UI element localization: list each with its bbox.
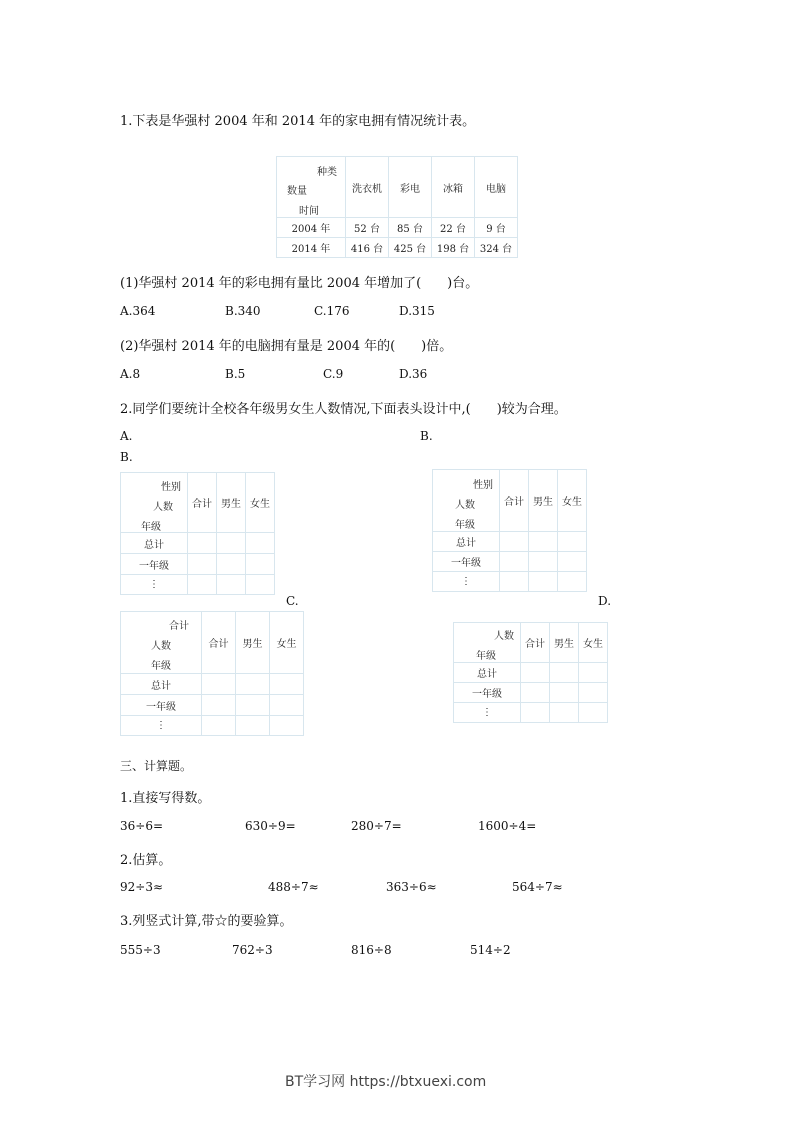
diag-header-cell (121, 612, 202, 674)
estimate-item: 92÷3≈ (120, 880, 164, 894)
division-item: 555÷3 (120, 943, 161, 957)
row-label: 2014 年 (277, 238, 346, 258)
row-label: 总计 (433, 532, 500, 552)
table-cell: 416 台 (346, 238, 389, 258)
row-label: 2004 年 (277, 218, 346, 238)
row-label: 总计 (454, 663, 521, 683)
row-label: ⋮ (454, 703, 521, 723)
row-label: ⋮ (121, 575, 188, 595)
col-header: 男生 (550, 623, 579, 663)
col-header: 合计 (521, 623, 550, 663)
col-header: 合计 (188, 473, 217, 533)
table-cell: 52 台 (346, 218, 389, 238)
table-row (277, 238, 518, 258)
col-header: 男生 (236, 612, 270, 674)
q1-title: 1.下表是华强村 2004 年和 2014 年的家电拥有情况统计表。 (120, 114, 476, 129)
table-cell: 85 台 (389, 218, 432, 238)
option-label-b-left: B. (120, 450, 133, 464)
col-header: 女生 (246, 473, 275, 533)
option-d: D.315 (399, 304, 435, 318)
diag-header-cell (454, 623, 521, 663)
problem-1-title: 1.直接写得数。 (120, 791, 211, 806)
col-header: 洗衣机 (346, 157, 389, 218)
table-row (121, 674, 304, 695)
header-design-table-d (453, 622, 608, 723)
col-header: 冰箱 (432, 157, 475, 218)
option-d: D.36 (399, 367, 428, 381)
table-row (454, 683, 608, 703)
division-item: 816÷8 (351, 943, 392, 957)
table-row (121, 533, 275, 554)
table-cell: 425 台 (389, 238, 432, 258)
appliance-table (276, 156, 518, 258)
col-header: 彩电 (389, 157, 432, 218)
col-header: 电脑 (475, 157, 518, 218)
diag-label: 年级 (151, 661, 171, 672)
diag-label: 性别 (473, 480, 493, 491)
estimate-item: 488÷7≈ (268, 880, 319, 894)
division-item: 762÷3 (232, 943, 273, 957)
row-label: ⋮ (433, 572, 500, 592)
diag-header-cell (277, 157, 346, 218)
table-row (121, 575, 275, 595)
q1-sub1: (1)华强村 2014 年的彩电拥有量比 2004 年增加了( )台。 (120, 276, 479, 291)
diag-label: 人数 (455, 500, 475, 511)
option-label-d: D. (598, 594, 612, 608)
diag-label: 年级 (141, 522, 161, 533)
row-label: 一年级 (121, 554, 188, 575)
table-row (454, 703, 608, 723)
q2-title: 2.同学们要统计全校各年级男女生人数情况,下面表头设计中,( )较为合理。 (120, 402, 567, 417)
diag-header-cell (121, 473, 188, 533)
option-b: B.5 (225, 367, 246, 381)
estimate-item: 363÷6≈ (386, 880, 437, 894)
col-header: 女生 (579, 623, 608, 663)
table-row (433, 532, 587, 552)
table-row (121, 554, 275, 575)
col-header: 女生 (558, 470, 587, 532)
table-row (433, 552, 587, 572)
option-c: C.176 (314, 304, 350, 318)
option-c: C.9 (323, 367, 344, 381)
table-row (121, 716, 304, 736)
diag-label: 人数 (494, 631, 514, 642)
calc-item: 36÷6= (120, 819, 164, 833)
table-row (121, 695, 304, 716)
col-header: 男生 (529, 470, 558, 532)
diag-label: 年级 (476, 651, 496, 662)
diag-header-cell (433, 470, 500, 532)
calc-item: 630÷9= (245, 819, 296, 833)
estimate-item: 564÷7≈ (512, 880, 563, 894)
diag-label-time: 时间 (299, 206, 319, 217)
row-label: 一年级 (121, 695, 202, 716)
table-cell: 198 台 (432, 238, 475, 258)
section-title: 三、计算题。 (120, 759, 193, 773)
row-label: ⋮ (121, 716, 202, 736)
row-label: 一年级 (454, 683, 521, 703)
table-cell: 9 台 (475, 218, 518, 238)
q1-sub2: (2)华强村 2014 年的电脑拥有量是 2004 年的( )倍。 (120, 339, 453, 354)
option-a: A.8 (120, 367, 141, 381)
option-label-c: C. (286, 594, 299, 608)
table-row (454, 663, 608, 683)
calc-item: 1600÷4= (478, 819, 537, 833)
diag-label: 年级 (455, 520, 475, 531)
problem-3-title: 3.列竖式计算,带☆的要验算。 (120, 914, 293, 929)
row-label: 一年级 (433, 552, 500, 572)
diag-label: 合计 (169, 621, 189, 632)
col-header: 女生 (270, 612, 304, 674)
footer-watermark: BT学习网 https://btxuexi.com (285, 1074, 487, 1090)
diag-label: 人数 (151, 641, 171, 652)
diag-label: 性别 (161, 482, 181, 493)
header-design-table-c (120, 611, 304, 736)
problem-2-title: 2.估算。 (120, 853, 172, 868)
diag-label-quantity: 数量 (287, 186, 307, 197)
header-design-table-a (120, 472, 275, 595)
diag-label-kind: 种类 (317, 167, 337, 178)
option-b: B.340 (225, 304, 261, 318)
option-label-b: B. (420, 429, 433, 443)
table-row (277, 218, 518, 238)
header-design-table-b (432, 469, 587, 592)
diag-label: 人数 (153, 502, 173, 513)
col-header: 合计 (202, 612, 236, 674)
row-label: 总计 (121, 533, 188, 554)
division-item: 514÷2 (470, 943, 511, 957)
calc-item: 280÷7= (351, 819, 402, 833)
row-label: 总计 (121, 674, 202, 695)
table-cell: 324 台 (475, 238, 518, 258)
table-cell: 22 台 (432, 218, 475, 238)
col-header: 合计 (500, 470, 529, 532)
option-label-a: A. (120, 429, 133, 443)
option-a: A.364 (120, 304, 156, 318)
table-row (433, 572, 587, 592)
col-header: 男生 (217, 473, 246, 533)
